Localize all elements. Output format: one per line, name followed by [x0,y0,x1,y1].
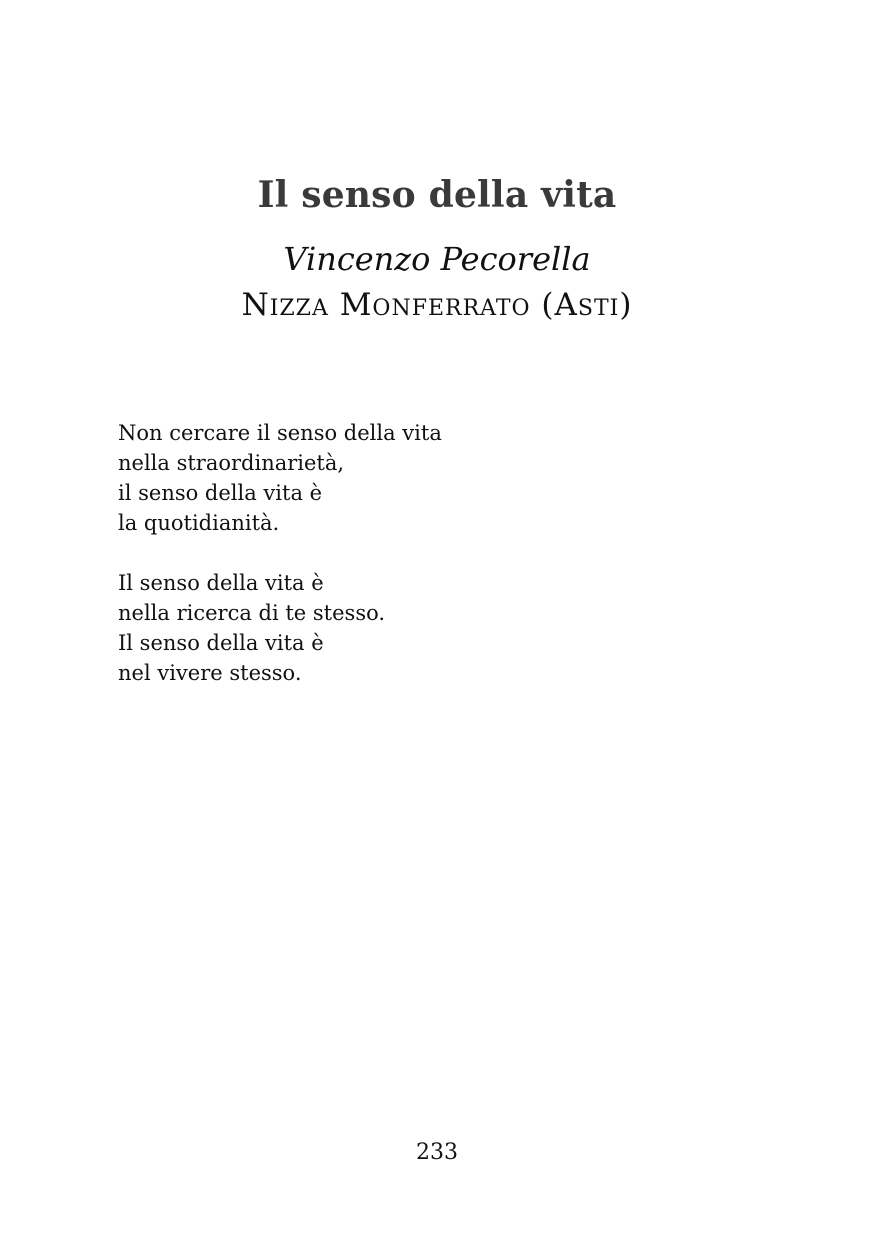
poem-line: il senso della vita è [118,481,323,505]
stanza [118,568,718,688]
poem-line: Il senso della vita è [118,571,324,595]
stanza [118,418,718,538]
author-name: Vincenzo Pecorella [283,240,591,278]
poem-line: nella straordinarietà, [118,451,345,475]
author-location: Nizza Monferrato (Asti) [241,287,633,323]
poem-line: Non cercare il senso della vita [118,421,442,445]
poem-line: la quotidianità. [118,511,280,535]
poem-title: Il senso della vita [257,174,617,216]
poem-line: nella ricerca di te stesso. [118,601,386,625]
poem-body [118,418,718,688]
poem-line: nel vivere stesso. [118,661,302,685]
page-number: 233 [416,1140,458,1165]
poem-line: Il senso della vita è [118,631,324,655]
stanza-break [118,538,718,568]
